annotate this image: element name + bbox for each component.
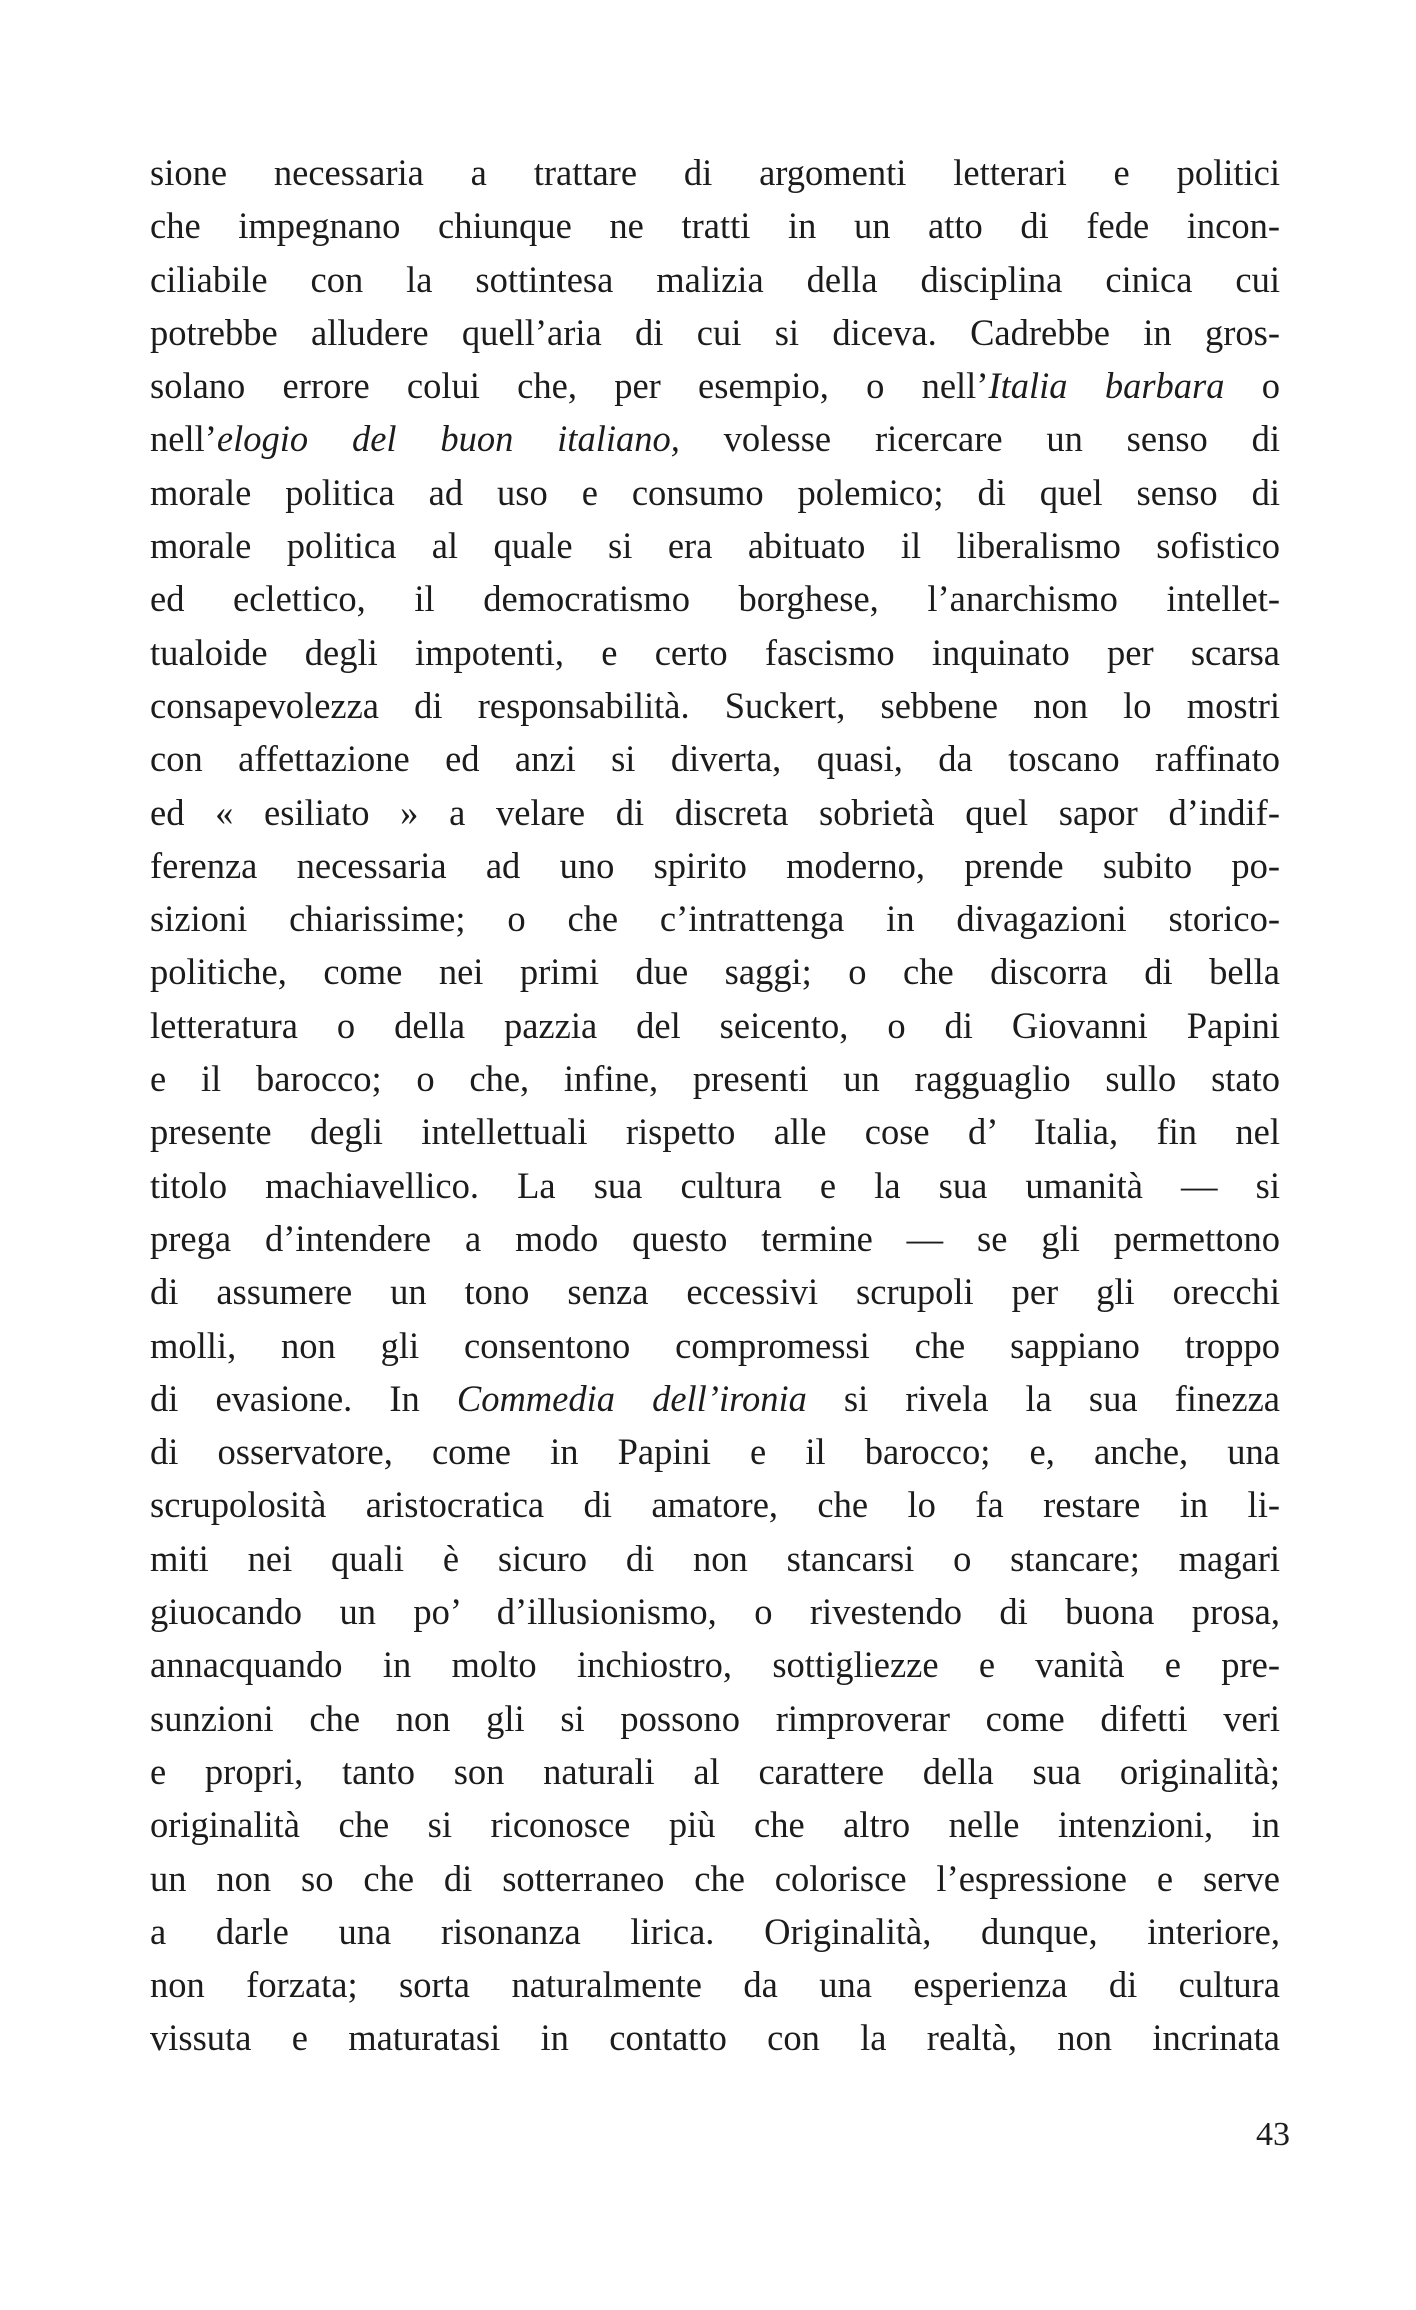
text-line [150, 146, 1280, 199]
text-segment: di osservatore, come in Papini e il barocco; e, anche, una [150, 1431, 1280, 1473]
text-line [150, 945, 1280, 998]
text-segment: titolo machiavellico. La sua cultura e la sua umanità — si [150, 1164, 1280, 1206]
text-segment: consapevolezza di responsabilità. Suckert, sebbene non lo mostri [150, 684, 1280, 726]
text-segment: sizioni chiarissime; o che c’intrattenga in divagazioni storico- [150, 898, 1280, 940]
text-line [150, 253, 1280, 306]
text-line [150, 2011, 1280, 2064]
text-segment: non forzata; sorta naturalmente da una esperienza di cultura [150, 1964, 1280, 2006]
italic-title-segment: Italia barbara [988, 365, 1225, 407]
text-line [150, 572, 1280, 625]
text-segment: ed eclettico, il democratismo borghese, l’anarchismo intellet- [150, 578, 1280, 620]
text-segment: ed « esiliato » a velare di discreta sobrietà quel sapor d’indif- [150, 791, 1280, 833]
text-line [150, 1532, 1280, 1585]
text-line [150, 1265, 1280, 1318]
text-line [150, 1798, 1280, 1851]
text-line [150, 1159, 1280, 1212]
text-segment: di evasione. In [150, 1377, 457, 1419]
text-segment: morale politica al quale si era abituato il liberalismo sofistico [150, 525, 1280, 567]
text-line [150, 1425, 1280, 1478]
text-segment: molli, non gli consentono compromessi che sappiano troppo [150, 1324, 1280, 1366]
text-line [150, 1212, 1280, 1265]
text-segment: potrebbe alludere quell’aria di cui si diceva. Cadrebbe in gros- [150, 311, 1280, 353]
page-number: 43 [1256, 2116, 1290, 2153]
italic-title-segment: Commedia dell’ironia [456, 1377, 807, 1419]
text-line [150, 679, 1280, 732]
text-segment: si rivela la sua finezza [806, 1377, 1280, 1419]
text-segment: e il barocco; o che, infine, presenti un ragguaglio sullo stato [150, 1058, 1280, 1100]
text-line [150, 892, 1280, 945]
text-segment: giuocando un po’ d’illusionismo, o rivestendo di buona prosa, [150, 1591, 1280, 1633]
text-segment: sione necessaria a trattare di argomenti letterari e politici [150, 152, 1280, 193]
text-segment: ferenza necessaria ad uno spirito moderno, prende subito po- [150, 844, 1280, 886]
text-line [150, 999, 1280, 1052]
text-segment: originalità che si riconosce più che altro nelle intenzioni, in [150, 1804, 1280, 1846]
text-line [150, 1372, 1280, 1425]
text-segment: con affettazione ed anzi si diverta, quasi, da toscano raffinato [150, 738, 1280, 780]
text-line [150, 1585, 1280, 1638]
text-segment: sunzioni che non gli si possono rimproverar come difetti veri [150, 1697, 1280, 1739]
text-line [150, 359, 1280, 412]
text-segment: letteratura o della pazzia del seicento, o di Giovanni Papini [150, 1004, 1280, 1046]
text-line [150, 839, 1280, 892]
text-segment: volesse ricercare un senso di [679, 418, 1280, 460]
text-line [150, 1692, 1280, 1745]
body-text [150, 146, 1280, 2065]
text-segment: vissuta e maturatasi in contatto con la realtà, non incrinata [150, 2017, 1280, 2059]
text-line [150, 1052, 1280, 1105]
text-segment: prega d’intendere a modo questo termine — se gli permettono [150, 1217, 1280, 1259]
text-line [150, 626, 1280, 679]
text-line [150, 786, 1280, 839]
text-line [150, 199, 1280, 252]
text-segment: presente degli intellettuali rispetto alle cose d’ Italia, fin nel [150, 1111, 1280, 1153]
text-line [150, 1319, 1280, 1372]
text-segment: scrupolosità aristocratica di amatore, che lo fa restare in li- [150, 1484, 1280, 1526]
text-line [150, 519, 1280, 572]
text-segment: che impegnano chiunque ne tratti in un atto di fede incon- [150, 205, 1280, 247]
text-line [150, 1105, 1280, 1158]
text-segment: annacquando in molto inchiostro, sottigliezze e vanità e pre- [150, 1644, 1280, 1686]
text-segment: di assumere un tono senza eccessivi scrupoli per gli orecchi [150, 1271, 1280, 1313]
text-line [150, 1745, 1280, 1798]
text-segment: ciliabile con la sottintesa malizia della disciplina cinica cui [150, 258, 1280, 300]
text-line [150, 1638, 1280, 1691]
text-segment: politiche, come nei primi due saggi; o che discorra di bella [150, 951, 1280, 993]
text-line [150, 306, 1280, 359]
text-line [150, 1958, 1280, 2011]
text-segment: solano errore colui che, per esempio, o nell’ [150, 365, 989, 407]
text-line [150, 1478, 1280, 1531]
text-segment: nell’ [150, 418, 217, 460]
text-line [150, 412, 1280, 465]
text-line [150, 1852, 1280, 1905]
text-segment: e propri, tanto son naturali al carattere della sua originalità; [150, 1750, 1280, 1792]
text-segment: morale politica ad uso e consumo polemico; di quel senso di [150, 471, 1280, 513]
text-segment: miti nei quali è sicuro di non stancarsi o stancare; magari [150, 1537, 1280, 1579]
text-segment: tualoide degli impotenti, e certo fascismo inquinato per scarsa [150, 631, 1280, 673]
text-line [150, 1905, 1280, 1958]
text-segment: o [1224, 365, 1280, 407]
italic-title-segment: elogio del buon italiano, [216, 418, 680, 460]
text-segment: un non so che di sotterraneo che colorisce l’espressione e serve [150, 1857, 1280, 1899]
text-line [150, 732, 1280, 785]
text-line [150, 466, 1280, 519]
text-segment: a darle una risonanza lirica. Originalità, dunque, interiore, [150, 1910, 1280, 1952]
